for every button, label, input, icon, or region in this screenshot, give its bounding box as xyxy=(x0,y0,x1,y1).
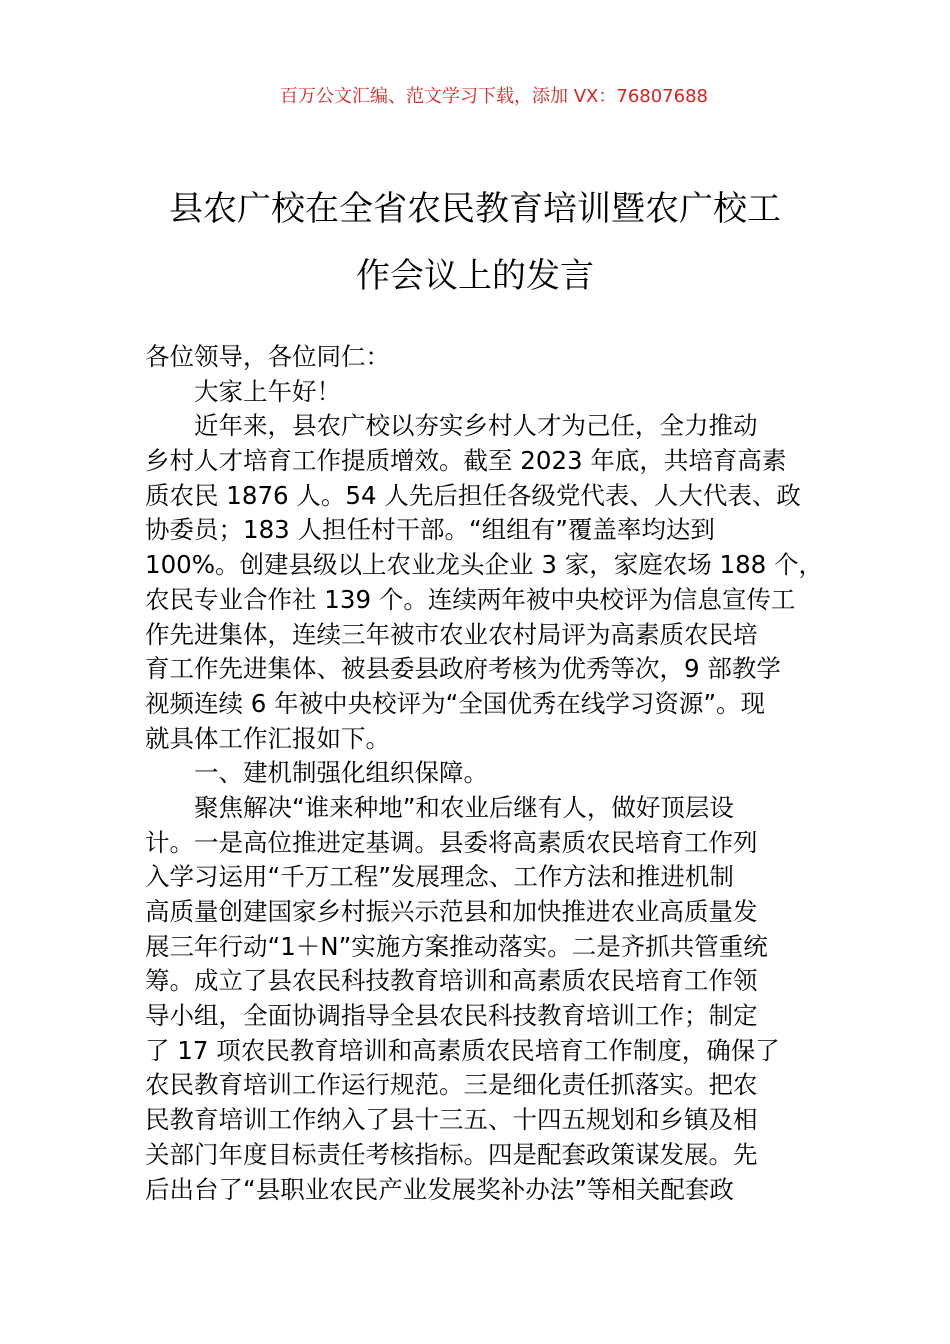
body-line: 大家上午好！ xyxy=(145,376,341,406)
body-line: 作先进集体，连续三年被市农业农村局评为高素质农民培 xyxy=(145,619,758,649)
body-line: 了 17 项农民教育培训和高素质农民培育工作制度，确保了 xyxy=(145,1035,780,1065)
body-line: 协委员；183 人担任村干部。“组组有”覆盖率均达到 xyxy=(145,515,715,545)
body-line: 乡村人才培育工作提质增效。截至 2023 年底，共培育高素 xyxy=(145,446,787,476)
body-line: 计。一是高位推进定基调。县委将高素质农民培育工作列 xyxy=(145,827,758,857)
body-line: 农民专业合作社 139 个。连续两年被中央校评为信息宣传工 xyxy=(145,584,796,614)
body-line: 后出台了“县职业农民产业发展奖补办法”等相关配套政 xyxy=(145,1174,734,1204)
body-line: 民教育培训工作纳入了县十三五、十四五规划和乡镇及相 xyxy=(145,1105,758,1135)
title-line: 县农广校在全省农民教育培训暨农广校工 xyxy=(169,189,781,229)
body-line: 筹。成立了县农民科技教育培训和高素质农民培育工作领 xyxy=(145,966,758,996)
body-line: 100%。创建县级以上农业龙头企业 3 家，家庭农场 188 个， xyxy=(145,550,824,580)
body-line: 入学习运用“千万工程”发展理念、工作方法和推进机制 xyxy=(145,862,734,892)
body-line: 聚焦解决“谁来种地”和农业后继有人，做好顶层设 xyxy=(145,792,734,822)
body-line: 关部门年度目标责任考核指标。四是配套政策谋发展。先 xyxy=(145,1139,758,1169)
body-line: 各位领导，各位同仁： xyxy=(145,342,390,371)
body-line: 育工作先进集体、被县委县政府考核为优秀等次，9 部教学 xyxy=(145,654,781,684)
body-line: 一、建机制强化组织保障。 xyxy=(145,758,488,788)
body-line: 展三年行动“1＋N”实施方案推动落实。二是齐抓共管重统 xyxy=(145,931,768,961)
watermark-header: 百万公文汇编、范文学习下载，添加 VX：76807688 xyxy=(280,86,708,107)
body-line: 质农民 1876 人。54 人先后担任各级党代表、人大代表、政 xyxy=(145,480,801,510)
body-line: 就具体工作汇报如下。 xyxy=(145,723,390,753)
document-title xyxy=(0,176,950,310)
body-line: 近年来，县农广校以夯实乡村人才为己任，全力推动 xyxy=(145,411,758,441)
body-line: 视频连续 6 年被中央校评为“全国优秀在线学习资源”。现 xyxy=(145,688,766,718)
document-body xyxy=(145,340,825,1207)
body-line: 农民教育培训工作运行规范。三是细化责任抓落实。把农 xyxy=(145,1070,758,1100)
body-line: 导小组，全面协调指导全县农民科技教育培训工作；制定 xyxy=(145,1001,758,1031)
title-line: 作会议上的发言 xyxy=(356,256,594,296)
body-line: 高质量创建国家乡村振兴示范县和加快推进农业高质量发 xyxy=(145,897,758,926)
